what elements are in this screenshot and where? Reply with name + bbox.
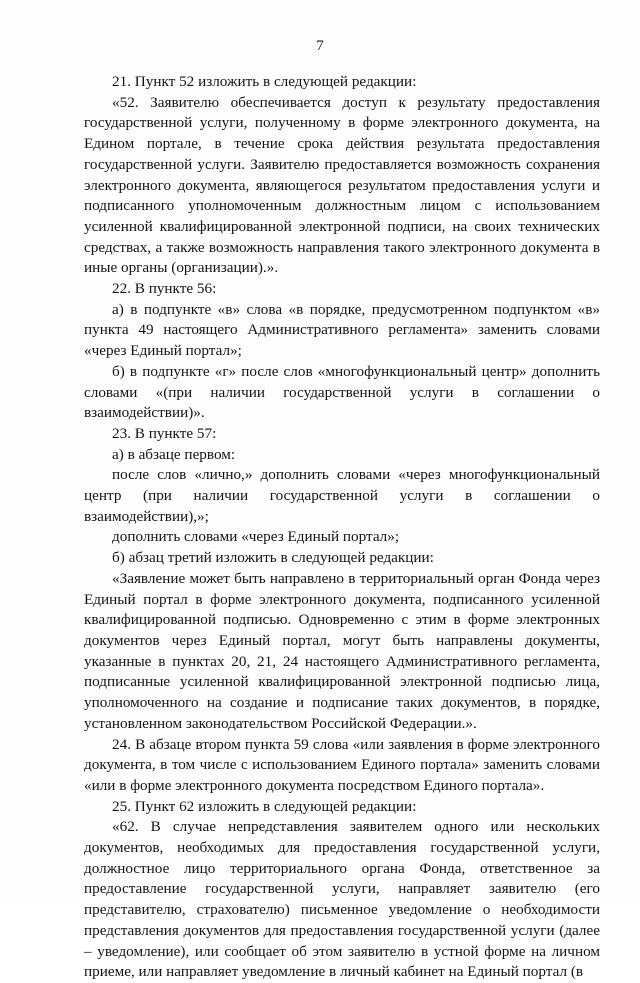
paragraph-subitem-a-first: а) в абзаце первом:	[112, 445, 236, 463]
paragraph-item-22: 22. В пункте 56:	[112, 280, 217, 298]
paragraph-quote-62: «62. В случае непредставления заявителем одного или нескольких документов, необходимых для предоставления государственной услуги, должностное лицо территориального органа Фонда, ответственное за предоставление государственной услуги, направляет заявителю (его представителю, страхователю) письменное уведомление о необходимости представления документов для предоставления государственной услуги (далее – уведомление), или сообщает об этом заявителю в устной форме на личном приеме, или направляет уведомление в личный кабинет на Единый портал (в	[84, 818, 600, 981]
paragraph-after-words: после слов «лично,» дополнить словами «через многофункциональный центр (при наличии государственной услуги в соглашении о взаимодействии),»;	[84, 466, 600, 525]
paragraph-item-25: 25. Пункт 62 изложить в следующей редакции:	[112, 797, 417, 815]
paragraph-quote-52: «52. Заявителю обеспечивается доступ к результату предоставления государственной услуги, полученному в форме электронного документа, на Едином портале, в течение срока действия результата предоставления государственной услуги. Заявителю предоставляется возможность сохранения электронного документа, являющегося результатом предоставления услуги и подписанного уполномоченным должностным лицом с использованием усиленной квалифицированной электронной подписи, на своих технических средствах, а также возможность направления такого электронного документа в иные органы (организации).».	[84, 93, 600, 277]
page-number: 7	[316, 38, 324, 54]
paragraph-subitem-b: б) в подпункте «г» после слов «многофункциональный центр» дополнить словами «(при наличии государственной услуги в соглашении о взаимодействии)».	[84, 362, 600, 422]
paragraph-item-21: 21. Пункт 52 изложить в следующей редакции:	[112, 73, 417, 90]
paragraph-item-23: 23. В пункте 57:	[112, 424, 217, 442]
paragraph-subitem-b-third: б) абзац третий изложить в следующей редакции:	[112, 549, 434, 567]
paragraph-subitem-a: а) в подпункте «в» слова «в порядке, предусмотренном подпунктом «в» пункта 49 настоящего Административного регламента» заменить словами «через Единый портал»;	[84, 300, 600, 360]
document-body	[84, 72, 600, 983]
paragraph-item-24: 24. В абзаце втором пункта 59 слова «или заявления в форме электронного документа, в том числе с использованием Единого портала» заменить словами «или в форме электронного документа посредством Единого портала».	[84, 735, 600, 794]
paragraph-quote-application: «Заявление может быть направлено в территориальный орган Фонда через Единый портал в форме электронного документа, подписанного усиленной квалифицированной подписью. Одновременно с этим в форме электронных документов через Единый портал, могут быть направлены документы, указанные в пунктах 20, 21, 24 настоящего Административного регламента, подписанные усиленной квалифицированной электронной подписью лица, уполномоченного на создание и подписание таких документов, в порядке, установленном законодательством Российской Федерации.».	[84, 569, 600, 732]
paragraph-supplement: дополнить словами «через Единый портал»;	[112, 528, 400, 546]
